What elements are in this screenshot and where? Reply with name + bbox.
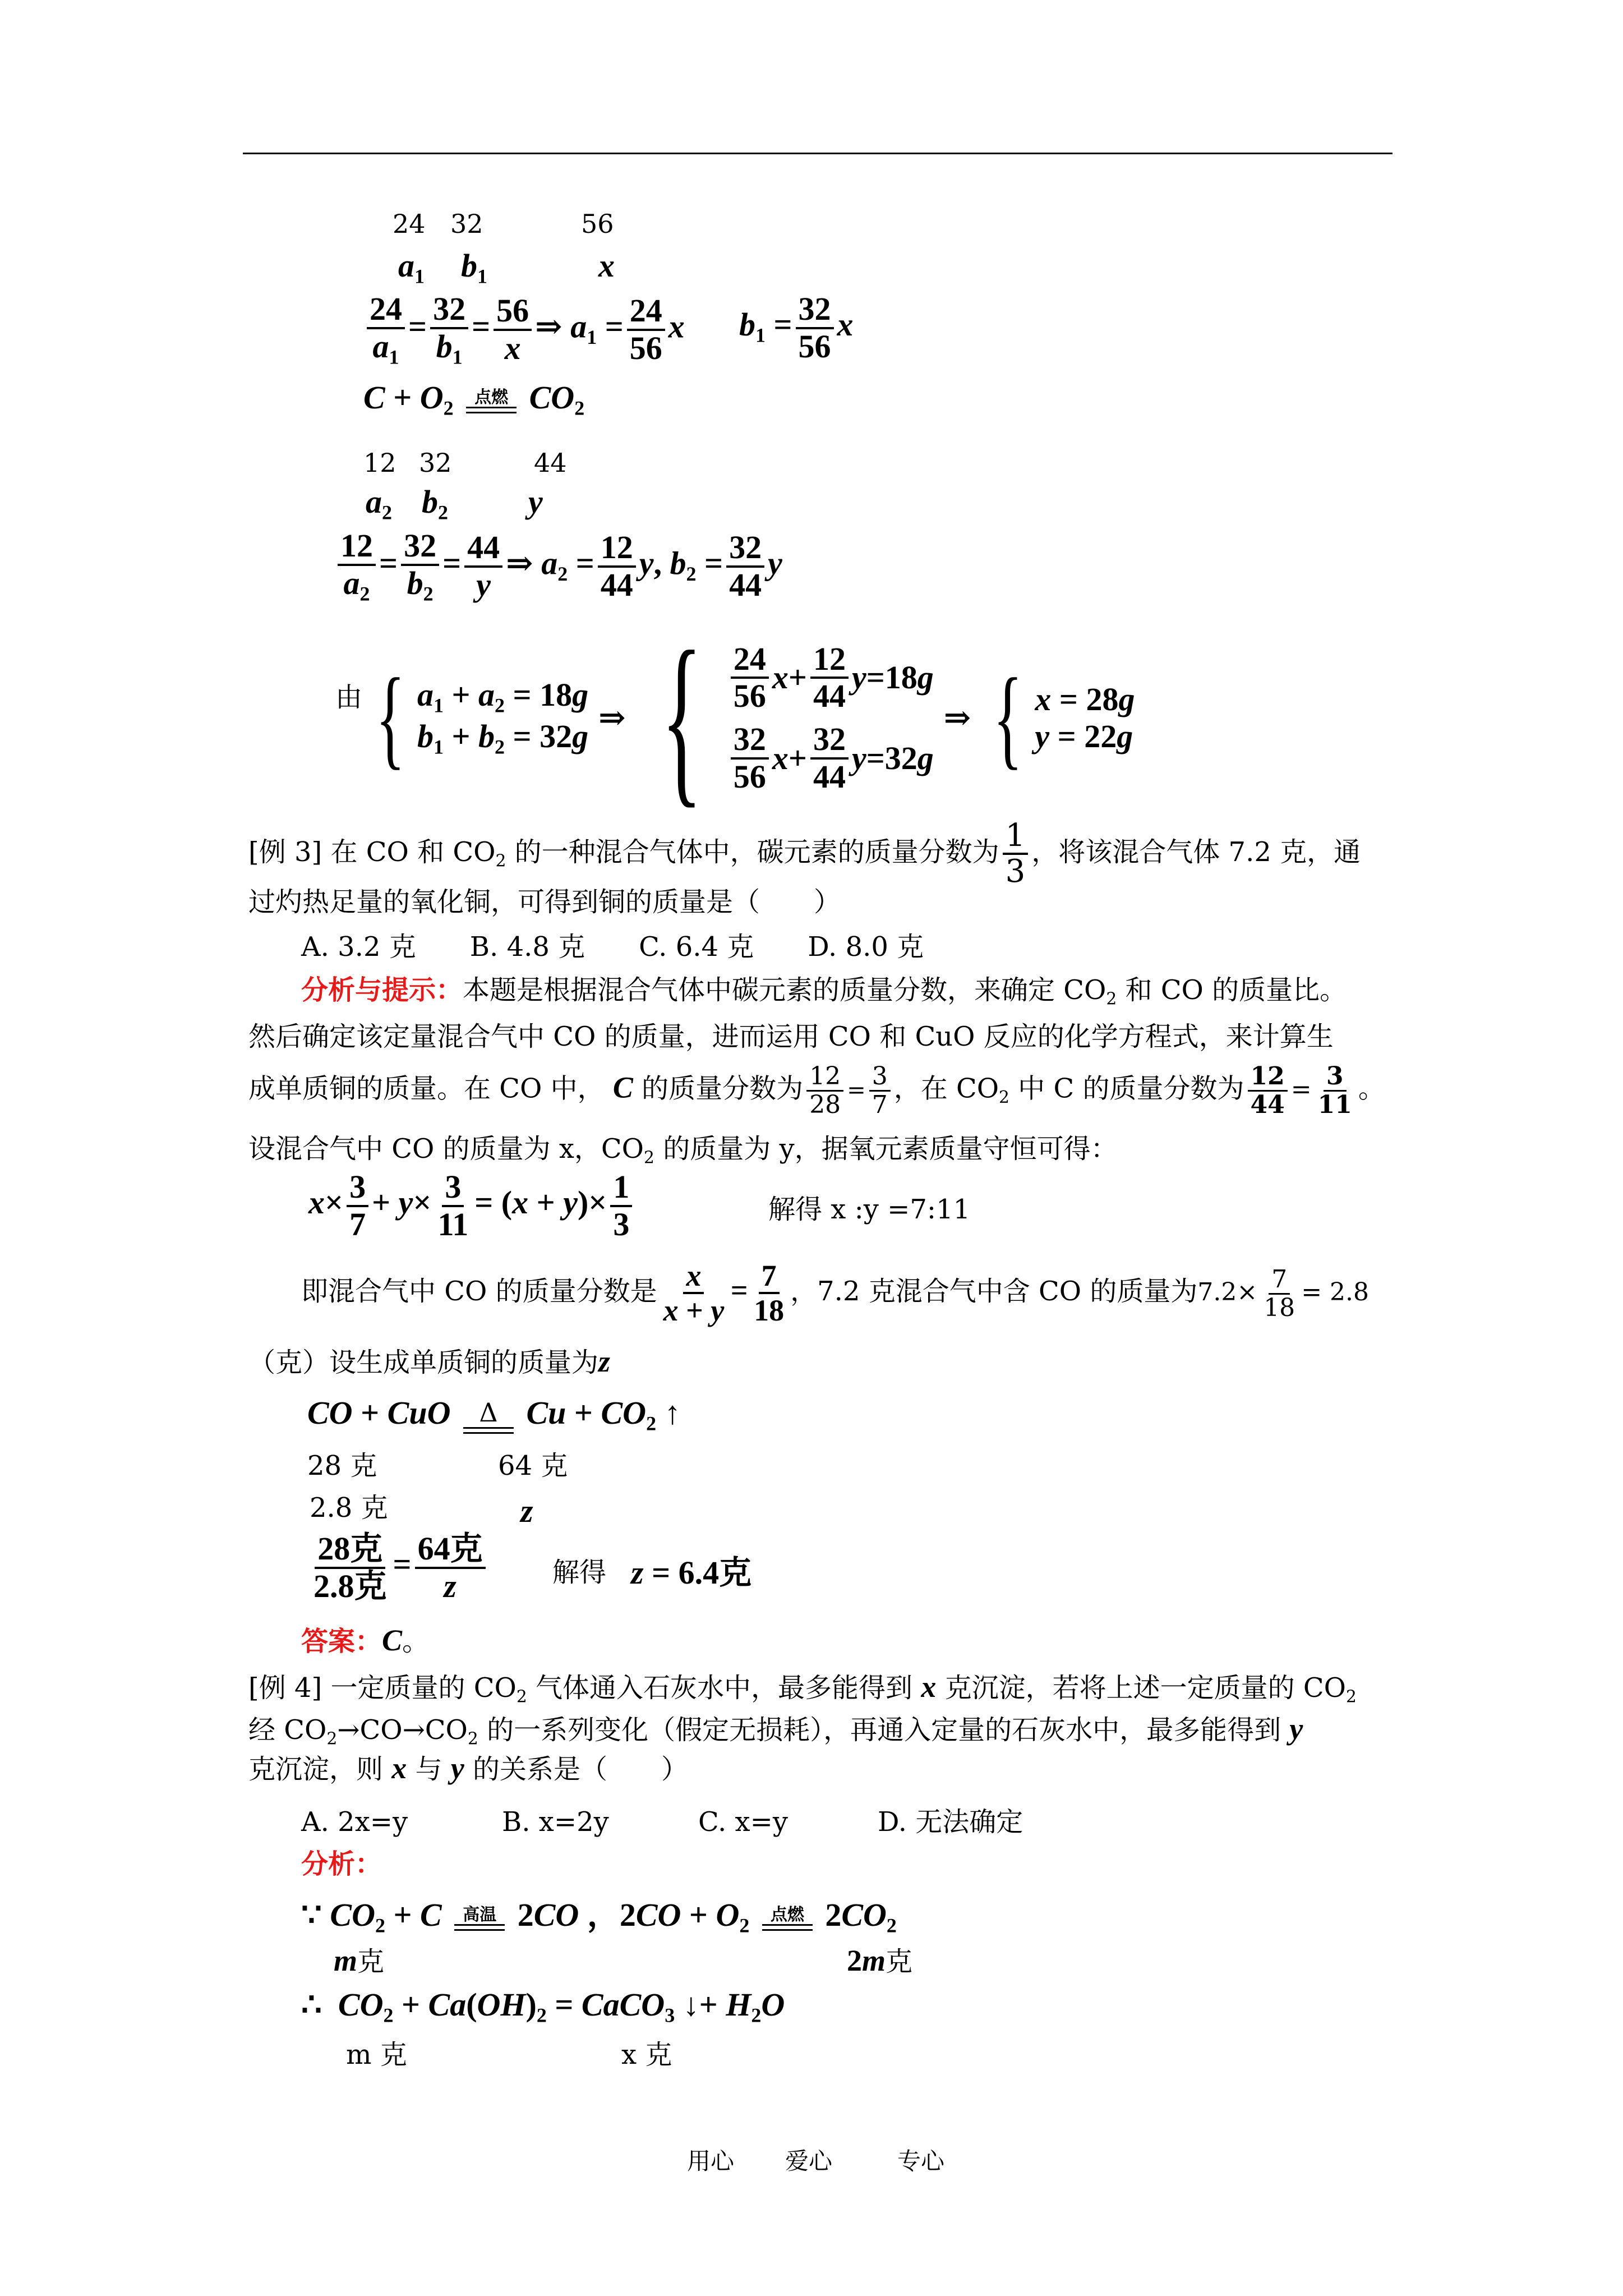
mass-44: 44 <box>534 448 567 478</box>
ex3-answer-label: 答案： <box>301 1626 382 1657</box>
ex3-answer: 答案：C。 <box>301 1623 430 1657</box>
ex3-reaction-co-cuo: CO + CuO Δ $Cu + CO_2$ ↑ <box>307 1395 681 1435</box>
ex3-proportion-value: z = 6.4克 <box>631 1554 752 1591</box>
ex3-proportion: $\frac{\text{28克}}{\text{2.8克}}$ = $\frac{\text{64克}}{z}$ <box>307 1531 489 1604</box>
ex3-fraction-line: 即混合气中 CO 的质量分数是 $\frac{x}{x + y}$ = $\frac{7}{18}$ ，7.2 克混合气中含 CO 的质量为7.2× $\frac{7}{18}$ = 2.8 <box>301 1259 1370 1328</box>
ex4-last-mass-m: m 克 <box>346 2039 407 2070</box>
ex3-answer-value: C <box>382 1623 403 1657</box>
var-y: y <box>528 484 543 520</box>
ex3-mass-z: z <box>520 1493 533 1529</box>
reaction-carbon-combustion: $C + O_2$ 点燃 $CO_2$ <box>363 379 585 420</box>
ex3-options: A. 3.2 克 B. 4.8 克 C. 6.4 克 D. 8.0 克 <box>301 931 924 963</box>
system-prefix: 由 <box>335 682 363 713</box>
ex3-mass-28: 28 克 <box>307 1450 377 1481</box>
var-x: x <box>598 247 615 284</box>
footer-text-2: 爱心 <box>785 2147 833 2175</box>
ex3-cu-mass-line: （克）设生成单质铜的质量为z <box>248 1345 611 1378</box>
ex3-question-line1: [例 3] 在 CO 和 $CO_2$ 的一种混合气体中，碳元素的质量分数为 $\frac{1}{3}$ ，将该混合气体 7.2 克，通 <box>248 817 1361 890</box>
ex3-analysis-line2: 然后确定该定量混合气中 CO 的质量，进而运用 CO 和 CuO 反应的化学方程式，来计算生 <box>248 1021 1334 1052</box>
heat-symbol: Δ <box>479 1397 498 1428</box>
ex3-analysis-line4: 设混合气中 CO 的质量为 x，$CO_2$ 的质量为 y，据氧元素质量守恒可得： <box>248 1133 1118 1168</box>
ex3-proportion-label: 解得 <box>552 1557 607 1588</box>
ex3-analysis-line1: 分析与提示：本题是根据混合气体中碳元素的质量分数，来确定 $CO_2$ 和 CO 的质量比。 <box>301 974 1347 1009</box>
mass-24: 24 <box>393 209 426 239</box>
ex3-ratio-result: 解得 x :y =7:11 <box>768 1194 971 1225</box>
mass-32b: 32 <box>419 448 452 478</box>
var-a2: $a_2$ <box>366 484 392 524</box>
reaction-condition: 点燃 <box>474 388 509 408</box>
ex4-option-c: C. x=y <box>698 1806 788 1838</box>
ex4-option-d: D. 无法确定 <box>878 1806 1023 1838</box>
header-rule <box>243 153 1393 154</box>
var-a1: $a_1$ <box>398 247 425 288</box>
var-b2: $b_2$ <box>422 484 448 524</box>
ex4-analysis-label: 分析： <box>301 1848 382 1880</box>
ex4-last-mass-x: x 克 <box>621 2039 672 2070</box>
ex3-analysis-line3: 成单质铜的质量。在 CO 中， C 的质量分数为 $\frac{12}{28}$ = $\frac{3}{7}$ ，在 $CO_2$ 中 C 的质量分数为 $\frac{12}{44}$ = $\frac{3}{11}$ 。 <box>248 1062 1385 1119</box>
ex3-mass-64: 64 克 <box>498 1450 568 1481</box>
ex4-option-a: A. 2x=y <box>301 1806 408 1838</box>
ex3-analysis-label: 分析与提示： <box>301 974 463 1006</box>
ex4-option-b: B. x=2y <box>502 1806 609 1838</box>
ratio-equation-2: $\frac{12}{a_2}$ = $\frac{32}{b_2}$ = $\frac{44}{y}$ ⇒ $a_2$ = $\frac{12}{44}$ y, $b_2$ = $\frac{32}{44}$ y <box>334 528 782 605</box>
ratio-equation-1: $\frac{24}{a_1}$ = $\frac{32}{b_1}$ = $\frac{56}{x}$ ⇒ $a_1$ = $\frac{24}{56}$ x <box>363 292 685 368</box>
ex4-reaction-caoh2: ∴ $CO_2 + Ca(OH)_2$ = CaCO$_3$ ↓+ $H_2O$ <box>301 1986 785 2027</box>
mass-32: 32 <box>450 209 483 239</box>
ex3-mass-2-8: 2.8 克 <box>310 1492 388 1524</box>
system-equations: { $a_1 + a_2 = 18g$ $b_1 + b_2 = 32g$ ⇒ { $\frac{24}{56}$ x + $\frac{12}{44}$ y = 18 g $\frac{32}{56}$ x + $\frac{32}{44}$ y = 32 g ⇒ { x = 28g y = 22g <box>375 612 1135 823</box>
ex3-question-line2: 过灼热足量的氧化铜，可得到铜的质量是（ ） <box>248 886 841 918</box>
ex3-conservation-equation: x× $\frac{3}{7}$ + y× $\frac{3}{11}$ = (x + y)× $\frac{1}{3}$ <box>308 1170 635 1242</box>
ex4-cond-ignite: 点燃 <box>770 1905 804 1925</box>
ex4-reactions-line: ∵ $CO_2 + C$ 高温 2CO ，$2CO + O_2$ 点燃 $2CO_2$ <box>301 1897 897 1937</box>
ex4-question-line1: [例 4] 一定质量的 $CO_2$ 气体通入石灰水中，最多能得到 x 克沉淀，若将上述一定质量的 $CO_2$ <box>248 1670 1357 1707</box>
var-b1: $b_1$ <box>461 247 487 288</box>
ex4-cond-high-temp: 高温 <box>463 1905 497 1925</box>
footer-text-3: 专心 <box>897 2147 945 2175</box>
footer-text-1: 用心 <box>687 2147 735 2175</box>
ratio-equation-1b: $b_1$ = $\frac{32}{56}$ x <box>739 291 854 365</box>
ex4-mass-m: m克 <box>334 1944 385 1977</box>
mass-56: 56 <box>581 209 614 239</box>
ex4-question-line2: 经 $CO_2\to CO\to CO_2$ 的一系列变化（假定无损耗），再通入定量的石灰水中，最多能得到 y <box>248 1712 1303 1749</box>
ex4-question-line3: 克沉淀，则 x 与 y 的关系是（ ） <box>248 1751 689 1785</box>
ex4-mass-2m: 2m克 <box>847 1944 913 1977</box>
mass-12: 12 <box>363 448 396 478</box>
